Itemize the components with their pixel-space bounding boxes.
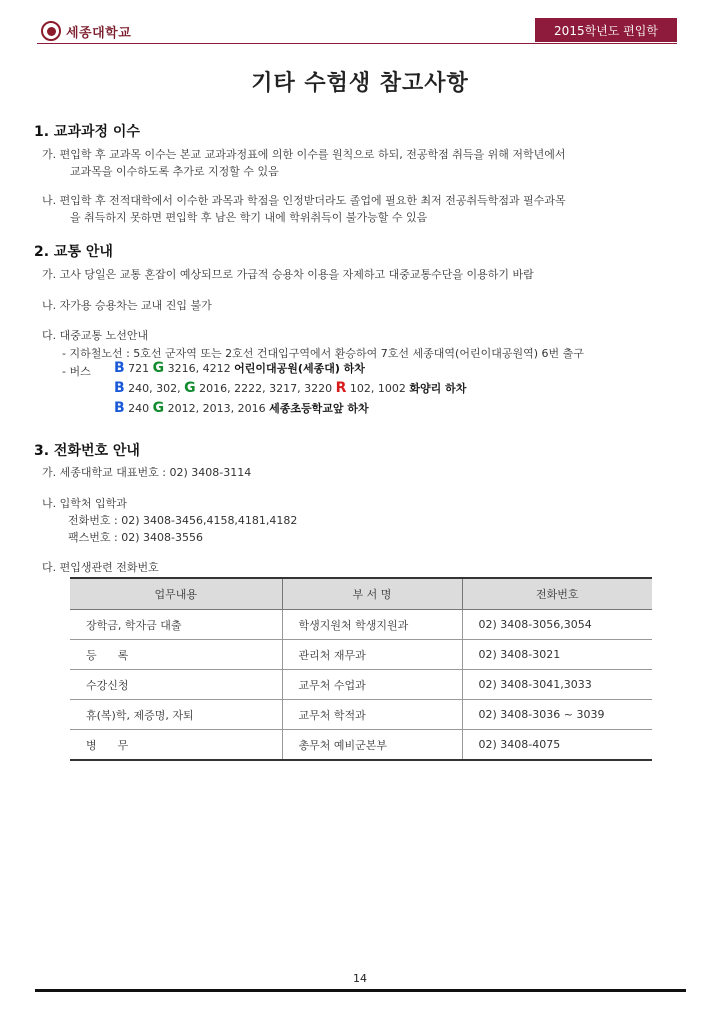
table-cell: 02) 3408-3056,3054 [462, 610, 652, 640]
column-header: 전화번호 [462, 578, 652, 610]
table-cell: 장학금, 학자금 대출 [70, 610, 282, 640]
bus-blue-numbers: 721 [128, 362, 150, 375]
column-header: 부 서 명 [282, 578, 462, 610]
bus-blue-numbers: 240 [128, 402, 150, 415]
bus-blue-marker: B [114, 400, 125, 416]
page-number: 14 [353, 972, 367, 985]
table-header-row [70, 578, 652, 610]
table-cell: 02) 3408-3021 [462, 640, 652, 670]
bus-green-numbers: 2016, 2222, 3217, 3220 [199, 382, 333, 395]
page-header [37, 18, 677, 44]
bus-green-marker: G [152, 400, 165, 416]
logo-text: 세종대학교 [66, 25, 132, 41]
university-logo [41, 21, 131, 41]
phone-item-a: 가. 세종대학교 대표번호 : 02) 3408-3114 [42, 466, 252, 479]
bus-route-3 [114, 400, 369, 416]
page-title: 기타 수험생 참고사항 [251, 71, 469, 96]
phone-item-c: 다. 편입생관련 전화번호 [42, 561, 159, 574]
column-header: 업무내용 [70, 578, 282, 610]
bus-green-numbers: 2012, 2013, 2016 [167, 402, 266, 415]
phone-item-b: 나. 입학처 입학과 [42, 497, 127, 510]
table-cell: 02) 3408-3036 ~ 3039 [462, 700, 652, 730]
bus-green-marker: G [152, 360, 165, 376]
bus-route-2 [114, 380, 466, 396]
table-cell: 02) 3408-4075 [462, 730, 652, 761]
section-heading-transport: 2. 교통 안내 [34, 244, 113, 260]
footer-divider [35, 989, 686, 992]
bus-blue-marker: B [114, 360, 125, 376]
table-cell: 병 무 [70, 730, 282, 761]
table-row [70, 610, 652, 640]
bus-green-marker: G [184, 380, 196, 396]
curriculum-item-a-line2: 교과목을 이수하도록 추가로 지정할 수 있음 [70, 165, 279, 178]
bus-label: - 버스 [62, 365, 91, 378]
bus-route-1 [114, 360, 365, 376]
table-cell: 학생지원처 학생지원과 [282, 610, 462, 640]
curriculum-item-b-line1: 나. 편입학 후 전적대학에서 이수한 과목과 학점을 인정받더라도 졸업에 필요한 최저 전공취득학점과 필수과목 [42, 194, 566, 207]
table-cell: 교무처 수업과 [282, 670, 462, 700]
bus-green-numbers: 3216, 4212 [167, 362, 231, 375]
header-divider [37, 43, 677, 44]
table-cell: 교무처 학적과 [282, 700, 462, 730]
bus-blue-marker: B [114, 380, 125, 396]
table-row [70, 700, 652, 730]
table-cell: 총무처 예비군본부 [282, 730, 462, 761]
table-row [70, 670, 652, 700]
bus-stop: 어린이대공원(세종대) 하차 [234, 362, 365, 375]
subway-route: - 지하철노선 : 5호선 군자역 또는 2호선 건대입구역에서 환승하여 7호선 세종대역(어린이대공원역) 6번 출구 [62, 347, 584, 360]
admissions-phone: 전화번호 : 02) 3408-3456,4158,4181,4182 [68, 514, 298, 527]
curriculum-item-a-line1: 가. 편입학 후 교과목 이수는 본교 교과과정표에 의한 이수를 원칙으로 하되, 전공학점 취득을 위해 저학년에서 [42, 148, 566, 161]
table-cell: 02) 3408-3041,3033 [462, 670, 652, 700]
table-cell: 휴(복)학, 제증명, 자퇴 [70, 700, 282, 730]
university-seal-icon [41, 21, 61, 41]
bus-blue-numbers: 240, 302, [128, 382, 181, 395]
transport-item-b: 나. 자가용 승용차는 교내 진입 불가 [42, 299, 212, 312]
table-row [70, 730, 652, 761]
admissions-fax: 팩스번호 : 02) 3408-3556 [68, 531, 203, 544]
bus-red-marker: R [335, 380, 347, 396]
bus-stop: 세종초등학교앞 하차 [269, 402, 369, 415]
table-cell: 등 록 [70, 640, 282, 670]
table-cell: 수강신청 [70, 670, 282, 700]
transport-item-c: 다. 대중교통 노선안내 [42, 329, 149, 342]
curriculum-item-b-line2: 을 취득하지 못하면 편입학 후 남은 학기 내에 학위취득이 불가능할 수 있음 [70, 211, 428, 224]
section-heading-phone: 3. 전화번호 안내 [34, 443, 140, 459]
transport-item-a: 가. 고사 당일은 교통 혼잡이 예상되므로 가급적 승용차 이용을 자제하고 대중교통수단을 이용하기 바람 [42, 268, 534, 281]
bus-red-numbers: 102, 1002 [349, 382, 406, 395]
bus-stop: 화양리 하차 [409, 382, 467, 395]
table-row [70, 640, 652, 670]
year-badge: 2015학년도 편입학 [535, 18, 677, 42]
section-heading-curriculum: 1. 교과과정 이수 [34, 124, 140, 140]
transfer-phone-table [70, 577, 652, 761]
table-cell: 관리처 재무과 [282, 640, 462, 670]
